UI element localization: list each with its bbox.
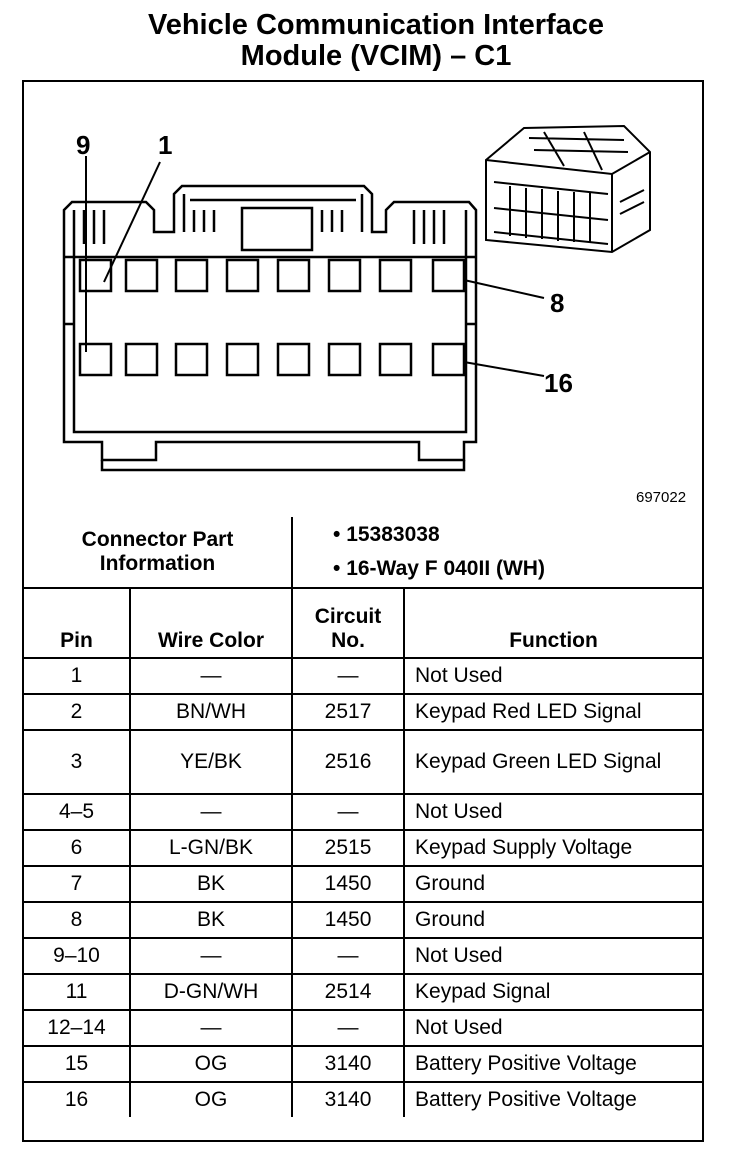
function-cell: Keypad Supply Voltage [404, 830, 702, 866]
table-row [24, 830, 702, 866]
circuit-cell: — [292, 658, 404, 694]
circuit-cell: — [292, 938, 404, 974]
connector-part-info-label: Connector Part Information [24, 517, 292, 588]
title-line-2: Module (VCIM) – C1 [240, 40, 512, 72]
wire-color-cell: BK [130, 866, 292, 902]
circuit-cell: 2516 [292, 730, 404, 794]
wire-color-cell: — [130, 658, 292, 694]
pin-cell: 15 [24, 1046, 130, 1082]
column-header-row [24, 588, 702, 658]
table-row [24, 794, 702, 830]
wire-color-cell: BN/WH [130, 694, 292, 730]
function-cell: Not Used [404, 794, 702, 830]
table-row [24, 1046, 702, 1082]
pin-cell: 3 [24, 730, 130, 794]
callout-pin-16: 16 [544, 368, 573, 398]
table-row [24, 938, 702, 974]
pin-cell: 8 [24, 902, 130, 938]
circuit-cell: — [292, 1010, 404, 1046]
circuit-cell: 1450 [292, 866, 404, 902]
connector-perspective-illustration [486, 126, 650, 252]
pin-cell: 7 [24, 866, 130, 902]
table-row [24, 974, 702, 1010]
wire-color-cell: OG [130, 1082, 292, 1117]
function-cell: Not Used [404, 1010, 702, 1046]
top-row-cavities [80, 260, 464, 291]
table-row [24, 1010, 702, 1046]
connector-type-item: • 16-Way F 040II (WH) [333, 557, 545, 580]
callout-pin-8: 8 [550, 288, 565, 318]
part-number: 15383038 [346, 523, 440, 546]
wire-color-cell: OG [130, 1046, 292, 1082]
column-header-pin: Pin [24, 588, 130, 658]
document-frame [22, 80, 704, 1142]
connector-part-info-list [292, 517, 702, 588]
table-row [24, 730, 702, 794]
bottom-row-cavities [80, 344, 464, 375]
connector-housing [64, 186, 476, 470]
pin-cell: 6 [24, 830, 130, 866]
column-header-function: Function [404, 588, 702, 658]
function-cell: Not Used [404, 658, 702, 694]
pin-cell: 16 [24, 1082, 130, 1117]
circuit-cell: 3140 [292, 1046, 404, 1082]
function-cell: Battery Positive Voltage [404, 1046, 702, 1082]
table-row [24, 1082, 702, 1117]
page-title [0, 10, 752, 72]
circuit-cell: 1450 [292, 902, 404, 938]
function-cell: Ground [404, 902, 702, 938]
function-cell: Keypad Red LED Signal [404, 694, 702, 730]
column-header-circuit-no: Circuit No. [292, 588, 404, 658]
circuit-cell: 3140 [292, 1082, 404, 1117]
table-row [24, 902, 702, 938]
pin-cell: 4–5 [24, 794, 130, 830]
function-cell: Keypad Green LED Signal [404, 730, 702, 794]
wire-color-cell: L-GN/BK [130, 830, 292, 866]
connector-type: 16-Way F 040II (WH) [346, 557, 545, 580]
wire-color-cell: — [130, 1010, 292, 1046]
callout-pin-1: 1 [158, 130, 173, 160]
pin-cell: 1 [24, 658, 130, 694]
wire-color-cell: D-GN/WH [130, 974, 292, 1010]
table-row [24, 694, 702, 730]
table-row [24, 658, 702, 694]
wire-color-cell: YE/BK [130, 730, 292, 794]
part-number-item: • 15383038 [333, 523, 440, 546]
function-cell: Not Used [404, 938, 702, 974]
connector-diagram [24, 82, 702, 517]
pinout-table [24, 517, 702, 1117]
wire-color-cell: — [130, 794, 292, 830]
column-header-wire-color: Wire Color [130, 588, 292, 658]
function-cell: Battery Positive Voltage [404, 1082, 702, 1117]
figure-number: 697022 [636, 489, 687, 506]
circuit-cell: 2517 [292, 694, 404, 730]
circuit-cell: — [292, 794, 404, 830]
table-row [24, 866, 702, 902]
circuit-cell: 2515 [292, 830, 404, 866]
function-cell: Keypad Signal [404, 974, 702, 1010]
pin-cell: 2 [24, 694, 130, 730]
pin-cell: 12–14 [24, 1010, 130, 1046]
wire-color-cell: — [130, 938, 292, 974]
callout-pin-9: 9 [76, 130, 91, 160]
pin-cell: 9–10 [24, 938, 130, 974]
connector-face-drawing [24, 82, 702, 517]
function-cell: Ground [404, 866, 702, 902]
pin-cell: 11 [24, 974, 130, 1010]
title-line-1: Vehicle Communication Interface [147, 9, 605, 41]
connector-info-row [24, 517, 702, 588]
wire-color-cell: BK [130, 902, 292, 938]
circuit-cell: 2514 [292, 974, 404, 1010]
